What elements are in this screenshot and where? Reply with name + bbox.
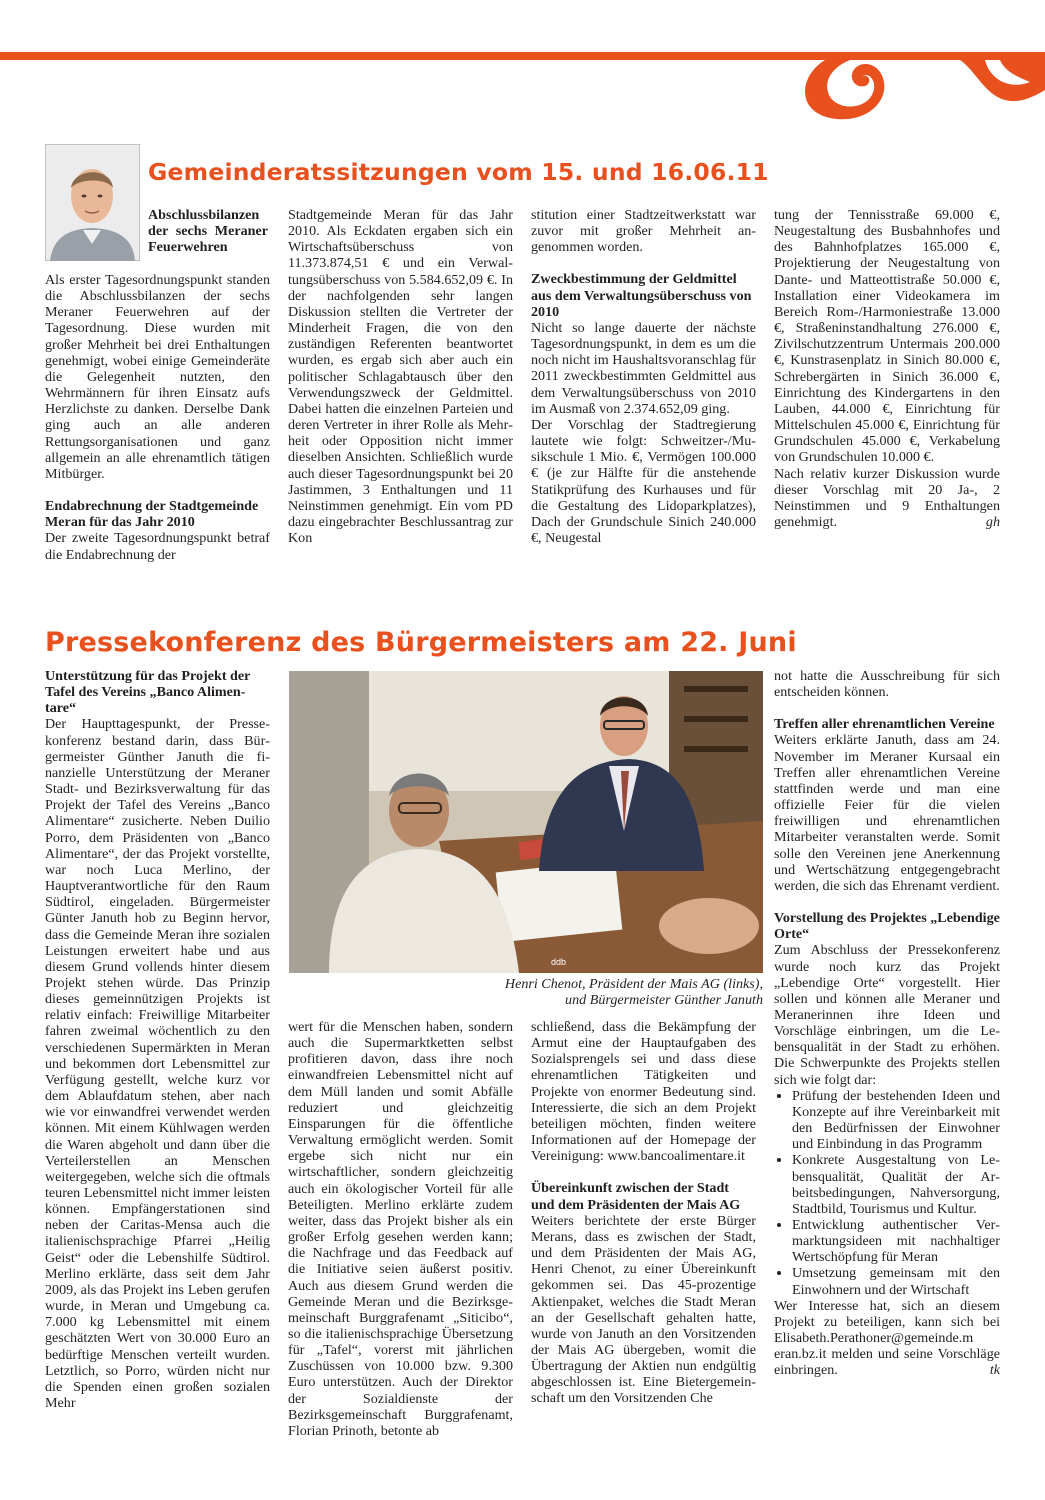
article-headline: Gemeinderatssitzungen vom 15. und 16.06.11 [148,158,769,186]
paragraph: Der Vorschlag der Stadtregierung lautete wie folgt: Schweitzer-/Musikschule 1 Mio. €, Vermögen 100.000 € (je zur Hälfte für die anstehende Statikprüfung des Kurhauses und für die Gestaltung des Lidoparkplatzes), Dach der Grundschule Sinich 240.000 €, Neugestal [531,416,756,546]
subheading: Treffen aller ehrenamtlichen Vereine [774,716,995,733]
list-item: • Umsetzung gemeinsam mit den Einwohnern und der Wirtschaft [792,1265,1000,1297]
header-ornament [0,0,1045,160]
paragraph: schließend, dass die Bekämpfung der Armut eine der Hauptaufgaben des Sozialsprengels sei und dass diese ehrenamtlichen Tätigkeiten und Projekte von enormer Bedeutung sind. Interessierte, die sich an dem Projekt beteiligen möchten, finden weitere Informationen auf der Homepage der Vereinigung: www.bancoalimentare.it [531,1019,756,1165]
subheading: Vorstellung des Projektes „Lebendige Orte“ [774,910,1000,943]
list-item: • Konkrete Ausgestaltung von Lebensqualität, Qualität der Arbeitsbedingungen, Nahversorgung, Stadtbild, Tourismus und Kultur. [792,1152,1000,1217]
author-signature: gh [985,513,1000,530]
press-conference-photo [289,671,763,973]
author-signature: tk [989,1362,1000,1379]
paragraph: Weiters erklärte Januth, dass am 24. November im Meraner Kursaal ein Treffen aller ehrenamtlichen Vereine stattfinden werde und man eine offizielle Feier für die vielen freiwilligen und ehrenamtlichen Mitarbeiter veranstalten werde. Somit solle den Vereinen jene Anerkennung und Wertschätzung entgegengebracht werden, die sich das Ehrenamt verdient. [774,732,1000,894]
subheading: Endabrechnung der Stadtgemeinde Meran für das Jahr 2010 [45,498,259,531]
paragraph: Der Haupttagespunkt, der Pressekonferenz bestand darin, dass Bürgermeister Günther Januth die finanzielle Unterstützung der Meraner Stadt- und Bezirksverwaltung für das Projekt der Tafel des Vereins „Banco Alimentare“ zusicherte. Neben Duilio Porro, dem Präsidenten von „Banco Alimentare“, der das Projekt vorstellte, war noch Luca Merlino, der Hauptverantwortliche für den Raum Südtirol, eingeladen. Bürgermeister Günter Januth hob zu Beginn hervor, dass die Gemeinde Meran ihre sozialen Leistungen erweitert habe und aus diesem Grund vollends hinter diesem Projekt stehen würde. Das Prinzip dieses gemeinnützigen Projekts ist relativ einfach: Freiwillige Mitarbeiter fahren zweimal wöchentlich zu den verschiedenen Supermärkten in Meran und bekommen dort Lebensmittel zur Verfügung gestellt, welche kurz vor dem Ablaufdatum stehen, aber nach wie vor einwandfrei verwendet werden können. Mit einem Kühlwagen werden die Waren abgeholt und dann über die Verteilerstellen an Menschen weitergegeben, welche sich die oftmals teuren Lebensmittel nicht immer leisten können. Empfängerstationen sind neben der Caritas-Mensa auch die italienischsprachige Pfarrei „Heilig Geist“ oder die Lebenshilfe Südtirol. Merlino erklärte, dass seit dem Jahr 2009, als das Projekt ins Leben gerufen wurde, in Meran und Umgebung ca. 7.000 kg Lebensmittel mit einem geschätzten Wert von 30.000 Euro an bedürftige Menschen verteilt wurden. Letztlich, so Porro, würden nicht nur die Spenden einen großen sozialen Mehr [45,716,270,1412]
article1-column-2 [288,207,513,546]
subheading: Unterstützung für das Projekt der Tafel des Vereins „Banco Alimentare“ [45,668,251,717]
project-priorities-list [774,1088,1000,1298]
subheading: Zweckbestimmung der Geldmittel aus dem Verwaltungsüberschuss von 2010 [531,271,752,320]
paragraph: Stadtgemeinde Meran für das Jahr 2010. Als Eckdaten ergaben sich ein Wirtschaftsüberschuss von 11.373.874,51 € und ein Verwaltungsüberschuss von 5.584.652,09 €. In der nachfolgenden sehr langen Diskussion stellten die Vertreter der Minderheit Fragen, die von den zuständigen Referenten beantwortet wurden, es ergab sich aber auch ein politischer Schlagabtausch über den Verwendungszweck der Geldmittel. Dabei hatten die einzelnen Parteien und deren Vertreter in ihrer Rolle als Mehrheit oder Opposition nicht immer dieselben Ansichten. Schließlich wurde auch dieser Tagesordnungspunkt bei 20 Jastimmen, 3 Enthaltungen und 11 Neinstimmen genehmigt. Ein vom PD dazu eingebrachter Beschlussantrag zur Kon [288,207,513,547]
article1-column-1 [45,272,270,563]
intro-heading: Abschlussbilanzen der sechs Meraner Feuerwehren [148,207,268,256]
photo-credit: ddb [551,957,567,967]
article2-column-2 [288,1019,513,1439]
article2-column-4 [774,668,1000,1379]
paragraph: Als erster Tagesordnungspunkt standen die Abschlussbilanzen der sechs Meraner Feuerwehren auf der Tagesordnung. Diese wurden mit großer Mehrheit bei drei Enthaltungen genehmigt, wobei einige Gemeinderäte die Gelegenheit nutzten, den Wehrmännern für ihren Einsatz aufs Herzlichste zu danken. Derselbe Dank ging auch an alle anderen Rettungsorganisationen und ganz allgemein an alle ehrenamtlich tätigen Mitbürger. [45,272,270,482]
paragraph: Der zweite Tagesordnungspunkt betraf die Endabrechnung der [45,530,270,563]
paragraph: wert für die Menschen haben, sondern auch die Supermarktketten selbst profitieren davon, dass ihre noch einwandfreien Lebensmittel nicht auf dem Müll landen und somit Abfälle reduziert und gleichzeitig Einsparungen für die öffentliche Verwaltung ermöglicht werden. Somit ergebe sich nicht nur ein wirtschaftlicher, sondern gleichzeitig auch ein ökologischer Vorteil für alle Beteiligten. Merlino erklärte zudem weiter, dass das Projekt bisher als ein großer Erfolg gesehen werden kann; die Nachfrage und das Feedback auf die Initiative seien äußerst positiv. Auch aus diesem Grund werden die Gemeinde Meran und die Bezirksgemeinschaft Burggrafenamt „Siticibo“, so die italienischsprachige Übersetzung für „Tafel“, vorerst mit jährlichen Zuschüssen von 10.000 bzw. 9.300 Euro unterstützen. Auch der Direktor der Sozialdienste der Bezirksgemeinschaft Burggrafenamt, Florian Prinoth, betonte ab [288,1019,513,1439]
paragraph: Weiters berichtete der erste Bürger Merans, dass es zwischen der Stadt, und dem Präsidenten der Mais AG, Henri Chenot, zu einer Übereinkunft gekommen sei. Das 45-prozentige Aktienpaket, welches die Stadt Meran an der Gesellschaft gehalten hatte, wurde von Januth an den Vorsitzenden der Mais AG übergeben, womit die Übertragung der Aktien nun endgültig abgeschlossen ist. Eine Bietergemeinschaft um den Vorsitzenden Che [531,1212,756,1407]
author-portrait [45,144,140,261]
article1-column-3 [531,207,756,546]
article2-column-1 [45,668,270,1411]
paragraph: Zum Abschluss der Pressekonferenz wurde noch kurz das Projekt „Lebendige Orte“ vorgestellt. Hier sollen und können alle Meraner und Meranerinnen ihre Ideen und Vorschläge einbringen, um die Lebensqualität in der Stadt zu erhöhen. Die Schwerpunkte des Projekts stellen sich wie folgt dar: [774,942,1000,1088]
photo-caption: Henri Chenot, Präsident der Mais AG (links), und Bürgermeister Günther Januth [504,976,763,1009]
article2-column-3 [531,1019,756,1407]
paragraph: Nicht so lange dauerte der nächste Tagesordnungspunkt, in dem es um die noch nicht im Haushaltsvoranschlag für 2011 zweckbestimmten Geldmittel aus dem Verwaltungsüberschuss von 2010 im Ausmaß von 2.374.652,09 ging. [531,319,756,417]
list-item: • Entwicklung authentischer Vermarktungsideen mit nachhaltiger Wertschöpfung für Meran [792,1217,1000,1265]
paragraph: Nach relativ kurzer Diskussion wurde dieser Vorschlag mit 20 Ja-, 2 Neinstimmen und 9 Enthaltungen genehmigt. gh [774,465,1000,530]
paragraph: stitution einer Stadtzeitwerkstatt war zuvor mit großer Mehrheit angenommen worden. [531,207,756,256]
list-item: • Prüfung der bestehenden Ideen und Konzepte auf ihre Vereinbarkeit mit den Bedürfnissen der Einwohner und Einbindung in das Programm [792,1088,1000,1153]
paragraph: tung der Tennisstraße 69.000 €, Neugestaltung des Busbahnhofes und des Bahnhofplatzes 165.000 €, Projektierung der Neugestaltung von Dante- und Matteottistraße 50.000 €, Installation einer Videokamera im Bereich Rom-/Harmoniestraße 13.000 €, Straßeninstandhaltung 276.000 €, Zivilschutzzentrum Untermais 200.000 €, Kunstrasenplatz in Sinich 80.000 €, Schrebergärten in Sinich 36.000 €, Einrichtung des Kindergartens in den Lauben, 44.000 €, Einrichtung für Mittelschulen 45.000 €, Einrichtung für Grundschulen 45.000 €, Verkabelung von Grundschulen 10.000 €. [774,207,1000,466]
paragraph: Wer Interesse hat, sich an diesem Projekt zu beteiligen, kann sich bei Elisabeth.Perathoner@gemeinde.m eran.bz.it melden und seine Vorschläge einbringen. tk [774,1297,1000,1379]
paragraph: not hatte die Ausschreibung für sich entscheiden können. [774,668,1000,701]
article1-column-4 [774,207,1000,530]
subheading: Übereinkunft zwischen der Stadt und dem Präsidenten der Mais AG [531,1180,741,1213]
article-headline: Pressekonferenz des Bürgermeisters am 22. Juni [45,627,797,658]
